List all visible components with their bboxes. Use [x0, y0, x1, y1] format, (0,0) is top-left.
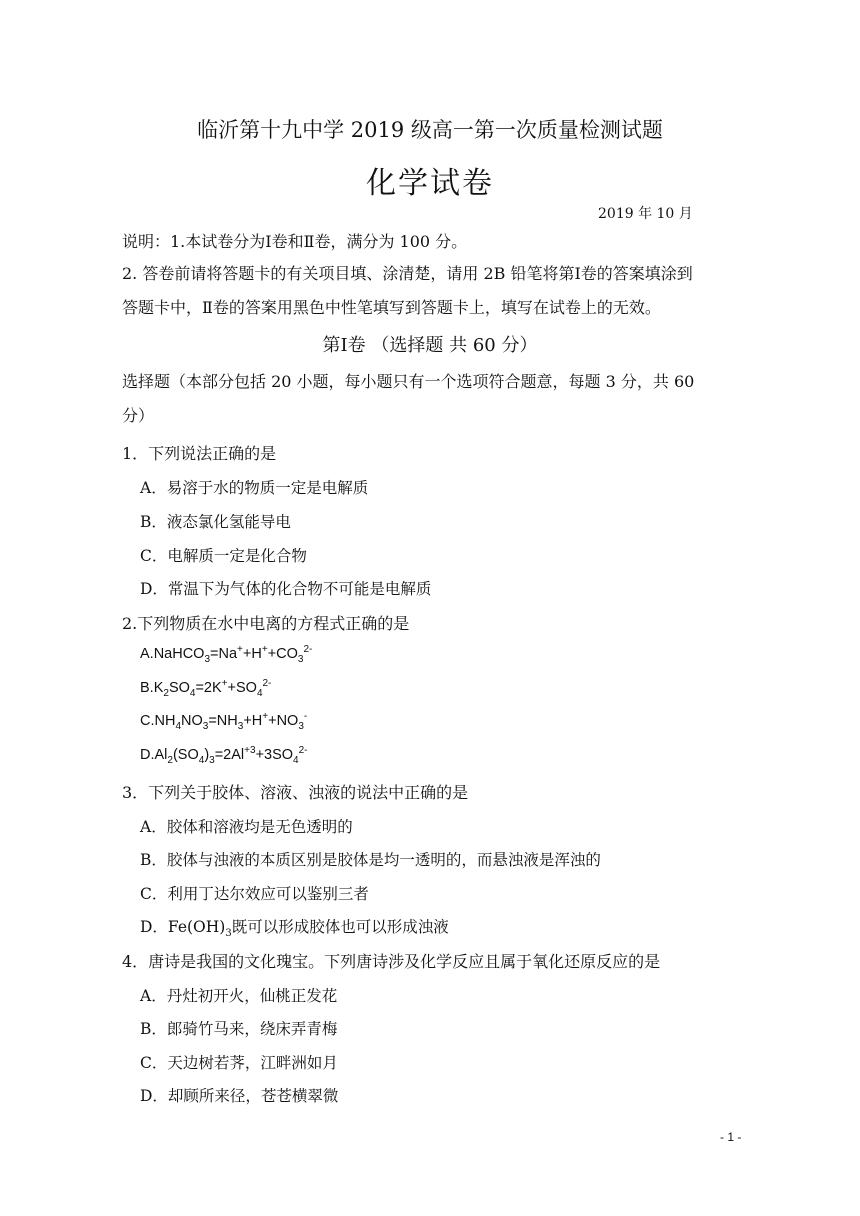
q1-option-c: C．电解质一定是化合物: [140, 547, 307, 565]
section-title: 第Ⅰ卷 （选择题 共 60 分）: [322, 335, 538, 356]
q2-option-c: $C.NH_4NO_3=NH_3+H^++NO_3^-$: [140, 711, 308, 732]
page-number: - 1 -: [720, 1130, 742, 1144]
q3-option-c: C．利用丁达尔效应可以鉴别三者: [140, 885, 369, 903]
instruction-line-2: 2. 答卷前请将答题卡的有关项目填、涂清楚，请用 2B 铅笔将第Ⅰ卷的答案填涂到: [122, 264, 693, 283]
q4-stem: 4．唐诗是我国的文化瑰宝。下列唐诗涉及化学反应且属于氧化还原反应的是: [122, 952, 661, 971]
q4-option-a: A．丹灶初开火，仙桃正发花: [140, 987, 338, 1005]
q2-stem: 2.下列物质在水中电离的方程式正确的是: [122, 614, 410, 633]
q1-stem: 1．下列说法正确的是: [122, 444, 277, 463]
section-desc-2: 分）: [122, 406, 155, 425]
q2-option-a: $A.NaHCO_3=Na^++H^++CO_3^{2-}$: [140, 644, 313, 665]
q3-stem: 3．下列关于胶体、溶液、浊液的说法中正确的是: [122, 783, 469, 802]
q1-option-a: A．易溶于水的物质一定是电解质: [140, 479, 369, 497]
q4-option-d: D．却顾所来径，苍苍横翠微: [140, 1087, 339, 1105]
q3-option-a: A．胶体和溶液均是无色透明的: [140, 818, 353, 836]
q2-option-d: $D.Al_2(SO_4)_3=2Al^{+3}+3SO_4^{2-}$: [140, 745, 308, 766]
subject-title: 化学试卷: [366, 166, 494, 201]
q3-option-b: B．胶体与浊液的本质区别是胶体是均一透明的，而悬浊液是浑浊的: [140, 851, 601, 869]
q2-option-b: $B.K_2SO_4=2K^++SO_4^{2-}$: [140, 678, 272, 699]
q4-option-c: C．天边树若荠，江畔洲如月: [140, 1054, 338, 1072]
section-desc-1: 选择题（本部分包括 20 小题，每小题只有一个选项符合题意，每题 3 分，共 60: [122, 372, 695, 391]
q4-option-b: B．郎骑竹马来，绕床弄青梅: [140, 1020, 338, 1038]
instruction-line-3: 答题卡中，Ⅱ卷的答案用黑色中性笔填写到答题卡上，填写在试卷上的无效。: [122, 298, 661, 317]
instruction-line-1: 说明：1.本试卷分为Ⅰ卷和Ⅱ卷，满分为 100 分。: [122, 232, 468, 251]
exam-title: 临沂第十九中学 2019 级高一第一次质量检测试题: [197, 118, 663, 142]
q1-option-d: D．常温下为气体的化合物不可能是电解质: [140, 580, 432, 598]
q1-option-b: B．液态氯化氢能导电: [140, 513, 291, 531]
q3-option-d: D．$Fe(OH)_3$既可以形成胶体也可以形成浊液: [140, 918, 449, 940]
exam-date: 2019 年 10 月: [598, 206, 693, 222]
